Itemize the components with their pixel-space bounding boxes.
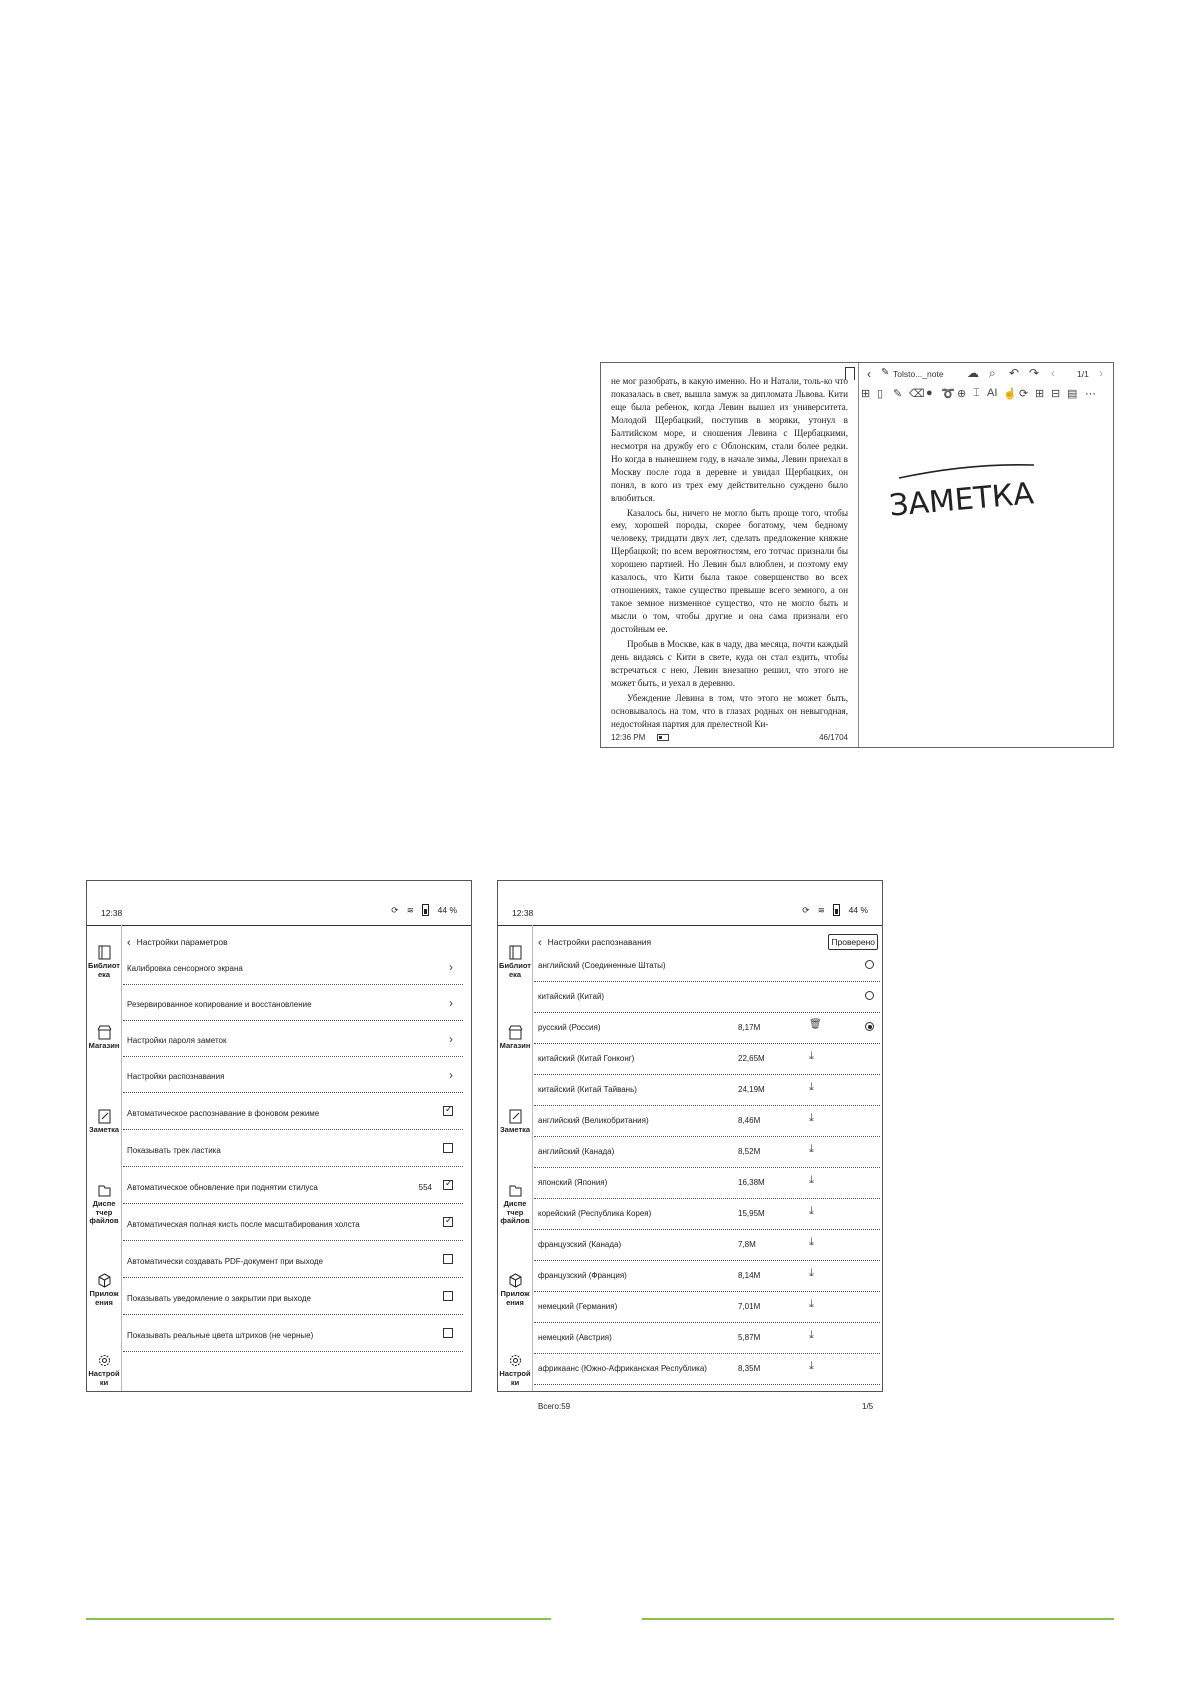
status-clock: 12:38 <box>101 908 123 918</box>
folder-icon <box>508 1183 523 1198</box>
reader-screenshot <box>600 362 1114 748</box>
language-row[interactable] <box>534 1137 880 1168</box>
checkbox[interactable] <box>443 1180 453 1190</box>
grid-icon[interactable]: ⊞ <box>861 388 871 400</box>
cloud-icon[interactable]: ☁ <box>967 366 979 380</box>
status-icons <box>796 904 868 916</box>
battery-icon <box>833 904 840 916</box>
language-size: 5,87M <box>738 1333 761 1342</box>
sidebar <box>498 925 532 1391</box>
note-tools <box>859 385 1113 403</box>
row-label: Автоматическое распознавание в фоновом режиме <box>127 1109 320 1118</box>
language-row[interactable] <box>534 1199 880 1230</box>
sidebar-item-notes[interactable] <box>498 1109 532 1135</box>
language-row[interactable] <box>534 1044 880 1075</box>
pencil-icon[interactable]: ✎ <box>893 388 903 400</box>
download-icon[interactable]: ⤓ <box>809 1236 814 1248</box>
ai-icon[interactable]: AI <box>987 387 998 399</box>
sidebar-label: Библиот ека <box>499 961 531 979</box>
checkbox[interactable] <box>443 1106 453 1116</box>
language-name: китайский (Китай) <box>538 992 605 1001</box>
sidebar-label: Настрой ки <box>88 1369 120 1387</box>
row-label: Показывать реальные цвета штрихов (не черные) <box>127 1331 314 1340</box>
sidebar <box>87 925 121 1391</box>
add-page-icon[interactable]: ⊞ <box>1035 388 1045 400</box>
cube-icon <box>508 1273 523 1288</box>
sidebar-item-apps[interactable] <box>87 1273 121 1307</box>
book-paragraph: не мог разобрать, в какую именно. Но и Натали, толь-ко что показалась в свет, вышла замуж за дипломата Львова. Кити еще была ребенок, когда Левин вышел из университета. Молодой Щербацкий, поступив в моряки, утонул в Балтийском море, и сношения Левина с Щербацкими, несмотря на дружбу его с Облонским, стали более редки. Но когда в нынешнем году, в начале зимы, Левин приехал в Москву после года в деревне и увидал Щербацких, он понял, в кого из трех ему действительно суждено было влюбиться. <box>611 376 848 503</box>
row-label: Автоматическое обновление при поднятии стилуса <box>127 1183 318 1192</box>
sidebar-label: Заметка <box>499 1125 531 1134</box>
language-size: 8,46M <box>738 1116 761 1125</box>
more-icon[interactable]: ⋯ <box>1085 388 1096 400</box>
checkbox[interactable] <box>443 1217 453 1227</box>
download-icon[interactable]: ⤓ <box>809 1112 814 1124</box>
checkbox[interactable] <box>443 1254 453 1264</box>
book-time: 12:36 PM <box>611 733 646 742</box>
search-icon[interactable]: ⌕ <box>989 366 996 380</box>
sidebar-item-library[interactable] <box>87 945 121 979</box>
divider-line <box>86 1618 551 1620</box>
language-size: 8,35M <box>738 1364 761 1373</box>
settings-row <box>123 1173 463 1204</box>
radio-button[interactable] <box>865 991 874 1000</box>
book-paragraph: Пробыв в Москве, как в чаду, два месяца, почти каждый день видаясь с Кити в свете, куда он стал ездить, чтобы встречаться с нею, Левин внезапно решил, что этого не может быть, и уехал в деревню. <box>611 639 848 688</box>
status-bar <box>87 881 471 917</box>
language-size: 8,14M <box>738 1271 761 1280</box>
book-text <box>611 375 848 731</box>
row-label: Настройки распознавания <box>127 1072 225 1081</box>
redo-icon[interactable]: ↷ <box>1029 366 1040 380</box>
next-page-icon[interactable]: › <box>1099 366 1103 380</box>
download-icon[interactable]: ⤓ <box>809 1267 814 1279</box>
download-icon[interactable]: ⤓ <box>809 1205 814 1217</box>
handwritten-word: ЗАМЕТКА <box>887 476 1036 524</box>
row-label: Автоматическая полная кисть после масштабирования холста <box>127 1220 360 1229</box>
row-value[interactable]: 554 <box>418 1183 432 1192</box>
settings-screen <box>86 880 472 1392</box>
download-icon[interactable]: ⤓ <box>809 1174 814 1186</box>
undo-icon[interactable]: ↶ <box>1009 366 1020 380</box>
remove-page-icon[interactable]: ⊟ <box>1051 388 1061 400</box>
language-row[interactable] <box>534 1261 880 1292</box>
header-divider <box>498 925 882 926</box>
book-page[interactable] <box>601 363 859 747</box>
row-label: Автоматически создавать PDF-документ при выходе <box>127 1257 324 1266</box>
sidebar-label: Диспе тчер файлов <box>89 1199 119 1225</box>
language-name: английский (Великобритания) <box>538 1116 649 1125</box>
download-icon[interactable]: ⤓ <box>809 1360 814 1372</box>
color-dot-icon[interactable]: ● <box>926 387 933 399</box>
sidebar-item-library[interactable] <box>498 945 532 979</box>
language-size: 7,01M <box>738 1302 761 1311</box>
note-icon <box>97 1109 112 1124</box>
page-title[interactable] <box>127 936 228 948</box>
checkbox[interactable] <box>443 1328 453 1338</box>
page-indicator: 1/5 <box>862 1402 874 1411</box>
store-icon <box>97 1025 112 1040</box>
language-row[interactable] <box>534 1075 880 1106</box>
settings-row[interactable] <box>123 990 463 1021</box>
language-row[interactable] <box>534 951 880 982</box>
sidebar-label: Заметка <box>88 1125 120 1134</box>
book-icon <box>97 945 112 960</box>
status-bar <box>498 881 882 917</box>
language-size: 8,52M <box>738 1147 761 1156</box>
language-name: русский (Россия) <box>538 1023 601 1032</box>
settings-row <box>123 1321 463 1352</box>
language-name: корейский (Республика Корея) <box>538 1209 652 1218</box>
text-box-icon[interactable]: ⌶ <box>973 387 980 399</box>
battery-percent: 44 % <box>848 905 868 915</box>
download-icon[interactable]: ⤓ <box>809 1329 814 1341</box>
checkbox[interactable] <box>443 1291 453 1301</box>
sidebar-item-file-manager[interactable] <box>498 1183 532 1226</box>
divider-line <box>642 1618 1114 1620</box>
status-clock: 12:38 <box>512 908 534 918</box>
row-label: Резервированное копирование и восстановление <box>127 1000 312 1009</box>
page-title[interactable] <box>538 936 651 948</box>
gear-icon <box>97 1353 112 1368</box>
sidebar-item-store[interactable] <box>87 1025 121 1051</box>
language-row[interactable] <box>534 1292 880 1323</box>
language-name: немецкий (Германия) <box>538 1302 618 1311</box>
language-name: французский (Франция) <box>538 1271 627 1280</box>
zoom-icon[interactable]: ⊕ <box>957 388 967 400</box>
sidebar-item-settings[interactable] <box>87 1353 121 1387</box>
wifi-icon: ≋ <box>406 904 414 915</box>
pen-icon: ✎ <box>881 367 890 378</box>
verified-button[interactable]: Проверено <box>828 934 878 950</box>
checkbox[interactable] <box>443 1143 453 1153</box>
language-row[interactable] <box>534 1106 880 1137</box>
sidebar-label: Библиот ека <box>88 961 120 979</box>
note-panel <box>859 363 1113 747</box>
back-icon[interactable]: ‹ <box>538 937 542 949</box>
sidebar-item-settings[interactable] <box>498 1353 532 1387</box>
note-page-number: 1/1 <box>1077 369 1089 379</box>
chevron-right-icon: › <box>449 960 453 974</box>
trash-icon[interactable]: 🗑 <box>809 1019 822 1030</box>
status-icons <box>385 904 457 916</box>
language-row[interactable] <box>534 1323 880 1354</box>
language-size: 15,95M <box>738 1209 765 1218</box>
battery-icon <box>422 904 429 916</box>
sync-icon: ⟳ <box>391 904 399 915</box>
book-page-number: 46/1704 <box>819 733 848 742</box>
download-icon[interactable]: ⤓ <box>809 1050 814 1062</box>
page-title-text: Настройки распознавания <box>547 937 652 947</box>
settings-row[interactable] <box>123 1026 463 1057</box>
note-title[interactable]: Tolsto..._note <box>893 369 944 379</box>
note-icon <box>508 1109 523 1124</box>
row-label: Калибровка сенсорного экрана <box>127 964 243 973</box>
language-name: английский (Канада) <box>538 1147 615 1156</box>
sidebar-divider <box>532 925 533 1392</box>
battery-percent: 44 % <box>437 905 457 915</box>
language-size: 7,8M <box>738 1240 756 1249</box>
sidebar-label: Диспе тчер файлов <box>500 1199 530 1225</box>
back-icon[interactable]: ‹ <box>127 937 131 949</box>
prev-page-icon[interactable]: ‹ <box>1051 366 1055 380</box>
language-name: китайский (Китай Гонконг) <box>538 1054 635 1063</box>
language-name: китайский (Китай Тайвань) <box>538 1085 637 1094</box>
language-row[interactable] <box>534 1354 880 1385</box>
sidebar-item-store[interactable] <box>498 1025 532 1051</box>
refresh-icon[interactable]: ⟳ <box>1019 388 1029 400</box>
language-row[interactable] <box>534 1013 880 1044</box>
language-size: 22,65M <box>738 1054 765 1063</box>
settings-row <box>123 1247 463 1278</box>
layout-icon[interactable]: ▯ <box>877 388 884 400</box>
language-size: 16,38M <box>738 1178 765 1187</box>
note-canvas[interactable] <box>859 403 1113 747</box>
note-toolbar <box>859 363 1113 385</box>
eraser-icon[interactable]: ⌫ <box>909 388 925 400</box>
language-name: французский (Канада) <box>538 1240 622 1249</box>
language-size: 24,19M <box>738 1085 765 1094</box>
gear-icon <box>508 1353 523 1368</box>
settings-row <box>123 1136 463 1167</box>
settings-row <box>123 1099 463 1130</box>
header-divider <box>87 925 471 926</box>
handwritten-stroke <box>899 465 1034 478</box>
language-size: 8,17M <box>738 1023 761 1032</box>
recognition-screen <box>497 880 883 1392</box>
language-name: английский (Соединенные Штаты) <box>538 961 666 970</box>
sidebar-label: Прилож ения <box>89 1289 119 1307</box>
cube-icon <box>97 1273 112 1288</box>
back-icon[interactable]: ‹ <box>867 367 871 381</box>
sidebar-item-file-manager[interactable] <box>87 1183 121 1226</box>
sidebar-label: Прилож ения <box>500 1289 530 1307</box>
download-icon[interactable]: ⤓ <box>809 1143 814 1155</box>
download-icon[interactable]: ⤓ <box>809 1081 814 1093</box>
download-icon[interactable]: ⤓ <box>809 1298 814 1310</box>
language-row[interactable] <box>534 1230 880 1261</box>
book-icon <box>508 945 523 960</box>
store-icon <box>508 1025 523 1040</box>
language-name: африкаанс (Южно-Африканская Республика) <box>538 1364 707 1373</box>
row-label: Настройки пароля заметок <box>127 1036 227 1045</box>
sidebar-item-notes[interactable] <box>87 1109 121 1135</box>
row-label: Показывать уведомление о закрытии при выходе <box>127 1294 311 1303</box>
page-title-text: Настройки параметров <box>136 937 228 947</box>
settings-row <box>123 1284 463 1315</box>
battery-icon <box>657 734 669 741</box>
total-count: Всего:59 <box>538 1402 571 1411</box>
sidebar-divider <box>121 925 122 1392</box>
folder-icon <box>97 1183 112 1198</box>
radio-button[interactable] <box>865 1022 874 1031</box>
book-paragraph: Убеждение Левина в том, что этого не может быть, основывалось на том, что в глазах родных он невыгодная, недостойная партия для прелестной Ки- <box>611 692 848 729</box>
chevron-right-icon: › <box>449 996 453 1010</box>
language-name: японский (Япония) <box>538 1178 608 1187</box>
sidebar-label: Магазин <box>88 1041 120 1050</box>
wifi-icon: ≋ <box>817 904 825 915</box>
sidebar-label: Магазин <box>499 1041 531 1050</box>
settings-row[interactable] <box>123 954 463 985</box>
sidebar-item-apps[interactable] <box>498 1273 532 1307</box>
settings-row <box>123 1210 463 1241</box>
settings-row[interactable] <box>123 1062 463 1093</box>
language-row[interactable] <box>534 1168 880 1199</box>
hand-icon[interactable]: ☝ <box>1003 388 1017 400</box>
language-row[interactable] <box>534 982 880 1013</box>
sidebar-label: Настрой ки <box>499 1369 531 1387</box>
handwriting-drawing <box>859 403 1113 747</box>
save-icon[interactable]: ▤ <box>1067 388 1078 400</box>
row-label: Показывать трек ластика <box>127 1146 221 1155</box>
book-paragraph: Казалось бы, ничего не могло быть проще того, чтобы ему, хорошей породы, скорее богатому, чем бедному человеку, тридцати двух лет, сделать предложение княжне Щербацкой; по всем вероятностям, его тотчас признали бы хорошею партией. Но Левин был влюблен, и поэтому ему казалось, что Кити была такое совершенство во всех отношениях, такое существо превыше всего земного, а он такое земное низменное существо, что не могло быть и мысли о том, чтобы другие и она сама признали его достойным ее. <box>611 507 848 635</box>
language-name: немецкий (Австрия) <box>538 1333 612 1342</box>
chevron-right-icon: › <box>449 1032 453 1046</box>
sync-icon: ⟳ <box>802 904 810 915</box>
radio-button[interactable] <box>865 960 874 969</box>
lasso-icon[interactable]: ➰ <box>941 388 955 400</box>
chevron-right-icon: › <box>449 1068 453 1082</box>
